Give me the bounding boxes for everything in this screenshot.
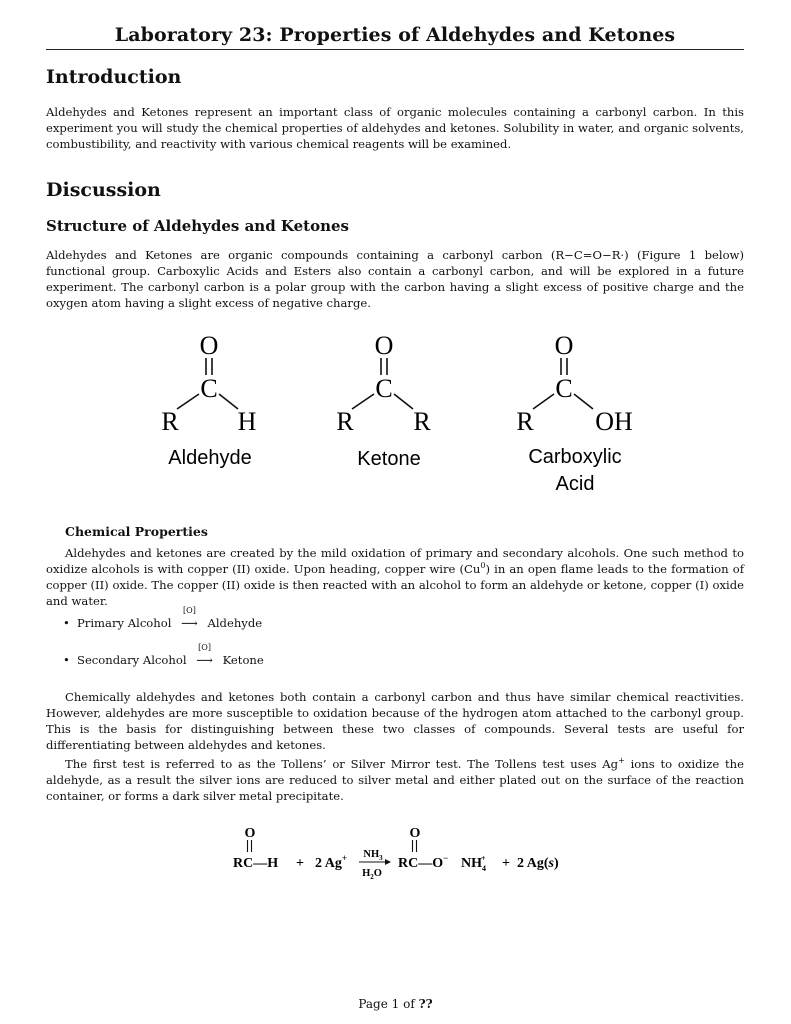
aldehyde-structure — [161, 331, 256, 469]
ketone-r-group-left: R — [336, 407, 354, 436]
acid-carbon: C — [555, 374, 573, 403]
ketone-label: Ketone — [357, 448, 421, 470]
title-rule — [46, 49, 744, 50]
reaction-product: Ketone — [222, 653, 264, 667]
bullet: • — [63, 653, 70, 667]
cp-text-1: Aldehydes and ketones are created by the mild oxidation of primary and secondary alcohols. One such method to oxidize alcohols is with copper (II) oxide. Upon heading, copper wire (Cu — [46, 546, 744, 576]
reagent-ammonia: $NH_3$ — [363, 849, 383, 862]
copper-oxidation-state: 0 — [480, 561, 486, 571]
ketone-carbon: C — [375, 374, 393, 403]
reactivity-paragraph: Chemically aldehydes and ketones both contain a carbonyl carbon and thus have similar chemical reactivities. However, aldehydes are more susceptible to oxidation because of the hydrogen atom attached to the carbonyl group. This is the basis for distinguishing between these two classes of compounds. Several tests are useful for differentiating between aldehydes and ketones. — [46, 690, 744, 752]
oxidation-arrow: [O] ⟶ — [190, 653, 220, 667]
structure-heading: Structure of Aldehydes and Ketones — [46, 217, 349, 235]
oxidation-arrow: [O] ⟶ — [174, 616, 204, 630]
tollens-paragraph — [46, 757, 744, 805]
ketone-structure — [336, 331, 431, 470]
introduction-paragraph: Aldehydes and Ketones represent an important class of organic molecules containing a carbonyl carbon. In this experiment you will study the chemical properties of aldehydes and ketones. Solubility in water, and organic solvents, combustibility, and reactivity with various chemical reagents will be examined. — [46, 105, 744, 151]
cp-text-2: ) in an open flame leads to the formation of copper (II) oxide. The copper (II) oxide is then reacted with an alcohol to form an aldehyde or ketone, copper (I) oxide and water. — [46, 561, 744, 608]
product-oxygen: O — [409, 826, 421, 841]
ketone-r-group-right: R — [413, 407, 431, 436]
oxidation-reagent: [O] — [183, 606, 196, 615]
introduction-heading: Introduction — [46, 66, 182, 88]
carbonyl-structures-figure — [150, 330, 650, 500]
tollens-text-2: ions to oxidize the aldehyde, as a result the silver ions are reduced to silver metal and either plated out on the surface of the reaction container, or forms a dark silver metal precipitate. — [46, 757, 744, 803]
acid-hydroxyl: OH — [595, 407, 633, 436]
plus-sign-2: + — [502, 856, 510, 871]
tollens-reaction-equation — [225, 820, 585, 882]
aldehyde-oxygen: O — [199, 331, 219, 360]
page-total: ?? — [418, 997, 433, 1011]
aldehyde-label: Aldehyde — [168, 447, 252, 469]
tollens-text-1: The first test is referred to as the Tollens’ or Silver Mirror test. The Tollens test uses Ag — [65, 757, 619, 771]
silver-ion: 2 Ag+ — [315, 853, 347, 871]
acid-label-line2: Acid — [555, 473, 595, 495]
acid-r-group: R — [516, 407, 534, 436]
page-number-text: Page 1 of — [358, 997, 419, 1011]
reactant-oxygen: O — [244, 826, 256, 841]
aldehyde-r-group: R — [161, 407, 179, 436]
reaction-reactant: Secondary Alcohol — [77, 653, 187, 667]
reaction-reactant: Primary Alcohol — [77, 616, 172, 630]
acid-label-line1: Carboxylic — [528, 446, 622, 468]
chemical-properties-heading: Chemical Properties — [65, 524, 208, 539]
aldehyde-carbon: C — [200, 374, 218, 403]
bullet: • — [63, 616, 70, 630]
chemical-properties-paragraph — [46, 546, 744, 610]
reaction-secondary-alcohol — [63, 643, 264, 667]
discussion-heading: Discussion — [46, 179, 161, 201]
reagent-water: $H_2O$ — [362, 868, 382, 881]
plus-sign-1: + — [296, 856, 304, 871]
structure-paragraph: Aldehydes and Ketones are organic compounds containing a carbonyl carbon (R−C=O−R·) (Figure 1 below) functional group. Carboxylic Acids and Esters also contain a carbonyl carbon, and will be explored in a future experiment. The carbonyl carbon is a polar group with the carbon having a slight excess of positive charge and the oxygen atom having a slight excess of negative charge. — [46, 248, 744, 310]
oxidation-reagent: [O] — [198, 643, 211, 652]
page-number-footer — [0, 997, 791, 1011]
silver-ion-charge: + — [618, 756, 625, 766]
acid-oxygen: O — [554, 331, 574, 360]
aldehyde-hydrogen: H — [237, 407, 257, 436]
ammonium-ion: $NH_4+$ — [461, 854, 486, 873]
document-title: Laboratory 23: Properties of Aldehydes and Ketones — [114, 24, 676, 46]
carboxylic-acid-structure — [516, 331, 633, 495]
carboxylate-product: RC—O− — [398, 853, 449, 871]
reaction-primary-alcohol — [63, 606, 263, 630]
ketone-oxygen: O — [374, 331, 394, 360]
silver-metal-product: 2 Ag(s) — [517, 856, 559, 871]
reaction-product: Aldehyde — [207, 616, 263, 630]
aldehyde-reactant: RC—H — [233, 856, 279, 871]
